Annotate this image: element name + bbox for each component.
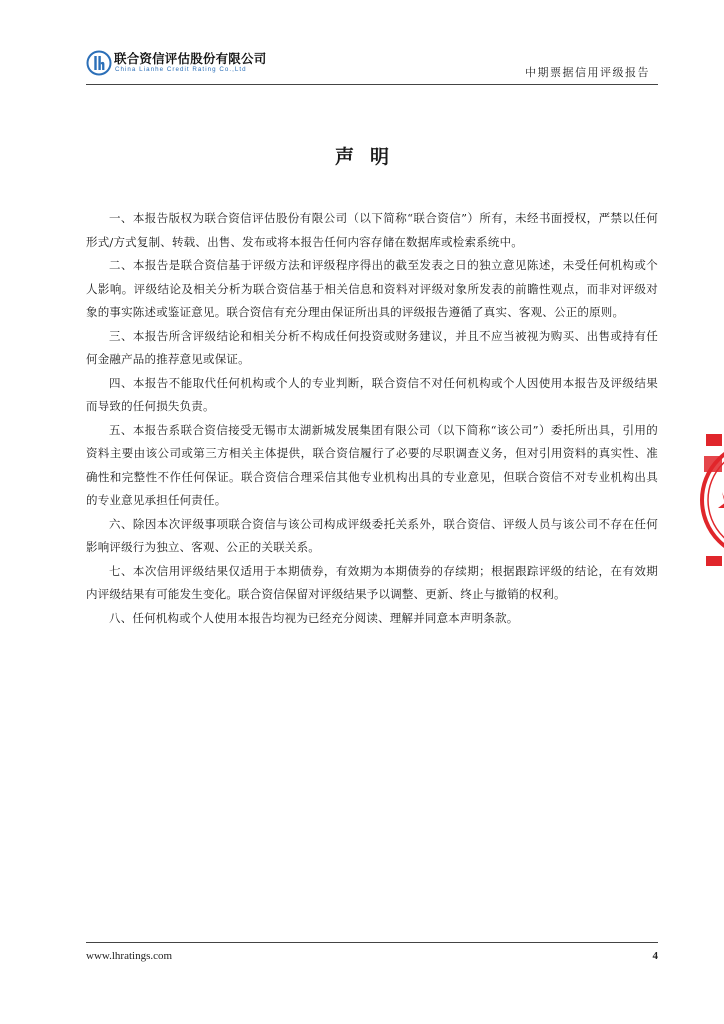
statement-body xyxy=(86,207,658,630)
lianhe-logo-icon xyxy=(86,50,112,76)
page-number: 4 xyxy=(652,950,658,962)
footer-website-link[interactable]: www.lhratings.com xyxy=(86,950,173,962)
page-header xyxy=(86,44,658,84)
header-divider xyxy=(86,84,658,85)
statement-paragraph: 四、本报告不能取代任何机构或个人的专业判断，联合资信不对任何机构或个人因使用本报告及评级结果而导致的任何损失负责。 xyxy=(86,375,658,413)
footer-divider xyxy=(86,942,658,943)
statement-paragraph: 六、除因本次评级事项联合资信与该公司构成评级委托关系外，联合资信、评级人员与该公司不存在任何影响评级行为独立、客观、公正的关联关系。 xyxy=(86,516,658,554)
statement-paragraph: 三、本报告所含评级结论和相关分析不构成任何投资或财务建议，并且不应当被视为购买、出售或持有任何金融产品的推荐意见或保证。 xyxy=(86,328,658,366)
statement-paragraph: 一、本报告版权为联合资信评估股份有限公司（以下简称“联合资信”）所有，未经书面授权，严禁以任何形式/方式复制、转载、出售、发布或将本报告任何内容存储在数据库或检索系统中。 xyxy=(86,211,658,249)
statement-paragraph: 七、本次信用评级结果仅适用于本期债券，有效期为本期债券的存续期；根据跟踪评级的结论，在有效期内评级结果有可能发生变化。联合资信保留对评级结果予以调整、更新、终止与撤销的权利。 xyxy=(86,563,658,601)
company-name-en: China Lianhe Credit Rating Co.,Ltd xyxy=(115,66,247,73)
statement-paragraph: 五、本报告系联合资信接受无锡市太湖新城发展集团有限公司（以下简称“该公司”）委托所出具，引用的资料主要由该公司或第三方相关主体提供，联合资信履行了必要的尽职调查义务，但对引用资料的真实性、准确性和完整性不作任何保证。联合资信合理采信其他专业机构出具的专业意见，但联合资信不对专业机构出具的专业意见承担任何责任。 xyxy=(86,422,658,507)
statement-paragraph: 二、本报告是联合资信基于评级方法和评级程序得出的截至发表之日的独立意见陈述，未受任何机构或个人影响。评级结论及相关分析为联合资信基于相关信息和资料对评级对象所发表的前瞻性观点，而非对评级对象的事实陈述或鉴证意见。联合资信有充分理由保证所出具的评级报告遵循了真实、客观、公正的原则。 xyxy=(86,258,658,319)
red-seal-stamp-icon xyxy=(700,420,724,580)
statement-paragraph: 八、任何机构或个人使用本报告均视为已经充分阅读、理解并同意本声明条款。 xyxy=(109,610,519,625)
company-name-cn: 联合资信评估股份有限公司 xyxy=(114,51,267,66)
page-title: 声明 xyxy=(334,146,405,168)
report-type-label: 中期票据信用评级报告 xyxy=(525,66,650,79)
